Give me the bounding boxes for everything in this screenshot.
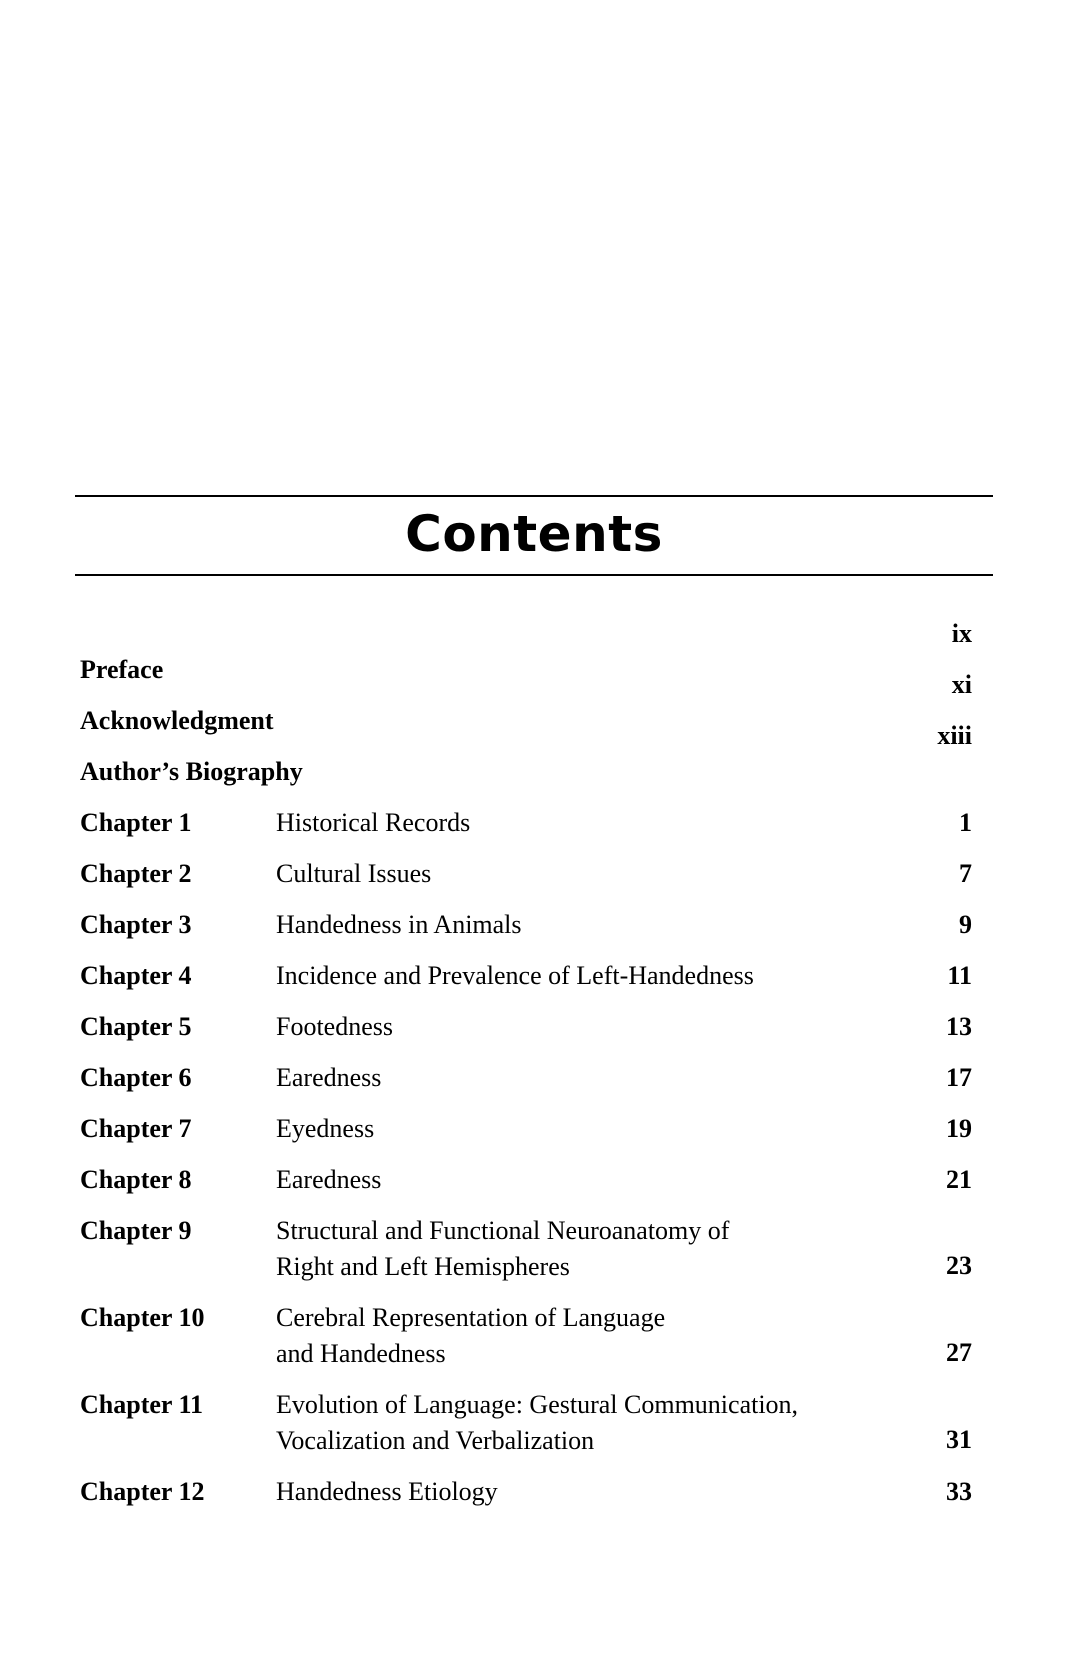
toc-entry-page: 1 [959, 808, 972, 837]
toc-chapter-title [276, 1060, 876, 1096]
toc-chapter-label: Chapter 6 [80, 1063, 192, 1092]
table-of-contents [80, 0, 972, 1667]
toc-chapter-title-line: Cultural Issues [276, 859, 432, 888]
contents-heading: Contents [405, 505, 663, 563]
toc-entry-chapter-11[interactable] [80, 1387, 972, 1458]
toc-chapter-title-line: Right and Left Hemispheres [276, 1252, 570, 1281]
toc-chapter-title [276, 1387, 876, 1459]
toc-chapter-label: Chapter 5 [80, 1012, 192, 1041]
toc-entry-page: xi [951, 670, 972, 699]
toc-entry-chapter-9[interactable] [80, 1213, 972, 1284]
toc-entry-page: 19 [946, 1114, 972, 1143]
toc-entry-page: 23 [946, 1251, 972, 1280]
toc-chapter-label: Chapter 3 [80, 910, 192, 939]
toc-chapter-title-line: Earedness [276, 1063, 382, 1092]
toc-entry-chapter-12[interactable] [80, 1474, 972, 1510]
toc-entry-chapter-2[interactable] [80, 856, 972, 892]
toc-entry-page: 17 [946, 1063, 972, 1092]
toc-chapter-title-line: Incidence and Prevalence of Left-Handedness [276, 961, 754, 990]
toc-chapter-title-line: Structural and Functional Neuroanatomy of [276, 1216, 730, 1245]
toc-chapter-title-line: Handedness in Animals [276, 910, 522, 939]
toc-entry-page: 13 [946, 1012, 972, 1041]
toc-chapter-title [276, 1009, 876, 1045]
toc-entry-page: 11 [947, 961, 972, 990]
toc-entry-label: Preface [80, 655, 164, 684]
toc-chapter-title-line: Eyedness [276, 1114, 375, 1143]
toc-chapter-label: Chapter 2 [80, 859, 192, 888]
toc-entry-page: 27 [946, 1338, 972, 1367]
toc-chapter-title-line: Footedness [276, 1012, 393, 1041]
toc-chapter-label: Chapter 4 [80, 961, 192, 990]
toc-chapter-label: Chapter 11 [80, 1390, 204, 1419]
toc-chapter-title-line: Vocalization and Verbalization [276, 1426, 595, 1455]
toc-entry-chapter-6[interactable] [80, 1060, 972, 1096]
toc-chapter-title [276, 1162, 876, 1198]
toc-entry-chapter-8[interactable] [80, 1162, 972, 1198]
toc-entry-chapter-1[interactable] [80, 805, 972, 841]
toc-entry-page: xiii [937, 721, 972, 750]
toc-chapter-label: Chapter 12 [80, 1477, 205, 1506]
toc-chapter-title-line: Earedness [276, 1165, 382, 1194]
toc-entry-page: ix [951, 619, 972, 648]
toc-entry-chapter-4[interactable] [80, 958, 972, 994]
toc-chapter-title-line: and Handedness [276, 1339, 446, 1368]
toc-entry-label: Author’s Biography [80, 757, 303, 786]
toc-entry-page: 7 [959, 859, 972, 888]
toc-chapter-title [276, 1300, 876, 1372]
toc-chapter-title [276, 1213, 876, 1285]
toc-entry-chapter-3[interactable] [80, 907, 972, 943]
toc-entry-label: Acknowledgment [80, 706, 274, 735]
toc-entry-page: 33 [946, 1477, 972, 1506]
toc-chapter-title-line: Handedness Etiology [276, 1477, 498, 1506]
toc-chapter-title-line: Historical Records [276, 808, 471, 837]
toc-chapter-title [276, 1474, 876, 1510]
toc-chapter-title [276, 1111, 876, 1147]
toc-chapter-title [276, 805, 876, 841]
toc-chapter-label: Chapter 10 [80, 1303, 205, 1332]
toc-chapter-label: Chapter 8 [80, 1165, 192, 1194]
toc-chapter-title [276, 958, 876, 994]
toc-entry-page: 31 [946, 1425, 972, 1454]
toc-chapter-title [276, 856, 876, 892]
toc-chapter-label: Chapter 1 [80, 808, 192, 837]
toc-entry-page: 9 [959, 910, 972, 939]
toc-chapter-title-line: Cerebral Representation of Language [276, 1303, 666, 1332]
toc-chapter-label: Chapter 7 [80, 1114, 192, 1143]
toc-chapter-label: Chapter 9 [80, 1216, 192, 1245]
toc-chapter-title [276, 907, 876, 943]
toc-entry-chapter-7[interactable] [80, 1111, 972, 1147]
toc-chapter-title-line: Evolution of Language: Gestural Communication, [276, 1390, 799, 1419]
toc-entry-page: 21 [946, 1165, 972, 1194]
toc-entry-chapter-5[interactable] [80, 1009, 972, 1045]
toc-entry-chapter-10[interactable] [80, 1300, 972, 1371]
